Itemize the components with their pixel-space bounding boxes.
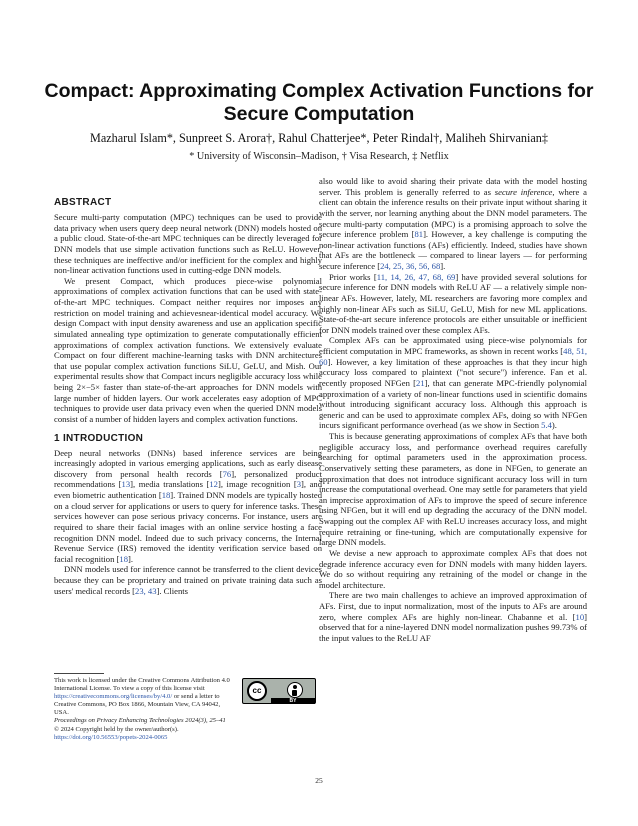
citation-link[interactable]: 24, 25, 36, 56, 68 xyxy=(380,261,441,271)
proceedings-line: Proceedings on Privacy Enhancing Technologies 2024(3), 25–41 xyxy=(54,717,226,725)
citation-link[interactable]: 23, 43 xyxy=(135,585,157,596)
license-footnote xyxy=(54,677,322,742)
by-label: BY xyxy=(271,698,315,704)
citation-link[interactable]: 10 xyxy=(575,611,585,622)
author-list: Mazharul Islam*, Sunpreet S. Arora†, Rahul Chatterjee*, Peter Rindal†, Maliheh Shirvanian‡ xyxy=(90,131,548,145)
right-column xyxy=(319,176,587,644)
copyright-line: © 2024 Copyright held by the owner/author(s). xyxy=(54,725,179,733)
citation-link[interactable]: 18 xyxy=(119,553,128,564)
abstract-paragraph-1: Secure multi-party computation (MPC) techniques can be used to provide data privacy when users query deep neural network (DNN) models hosted on a public cloud. State-of-the-art MPC techniques can be directly leveraged for DNN models that use simple activation functions such as ReLU. However, these techniques are ineffective and/or inefficient for the complex and highly non-linear activation functions used in cutting-edge DNN models. xyxy=(54,212,322,276)
license-text: This work is licensed under the Creative Commons Attribution 4.0 International License. To view a copy of this license visit https://creativecommons.org/licenses/by/4.0/ or send a letter to Creative Commons, PO Box 1866, Mountain View, CA 94042, USA. xyxy=(54,677,230,717)
citation-link[interactable]: 48, 51, 60 xyxy=(319,346,587,367)
affiliations: * University of Wisconsin–Madison, † Visa Research, ‡ Netflix xyxy=(189,151,449,162)
doi-link[interactable]: https://doi.org/10.56553/popets-2024-0065 xyxy=(54,733,168,741)
intro-paragraph-5: Complex AFs can be approximated using piece-wise polynomials for efficient computation in MPC frameworks, as shown in recent works [48, 51, 60]. However, a key limitation of these approaches is that they incur high accuracy loss compared to plaintext ("not secure") inference. Fan et al. recently proposed NFGen [21], that can generate MPC-friendly polynomial approximation of a variety of non-linear functions used in scientific domains without introducing significant accuracy loss. Although this approach is generic and can be used to approximate complex AFs, doing so with NFGen incurs significant performance overhead (as we show in Section 5.4). xyxy=(319,335,587,431)
abstract-paragraph-2: We present Compact, which produces piece-wise polynomial approximations of complex activation functions that can be used with state-of-the-art MPC techniques. Compact neither requires nor imposes any restriction on model training and achievesnear-identical model accuracy. We design Compact with input density awareness and use an application specific simulated annealing type optimization to generate computationally efficient approximations of complex activation functions. We extensively evaluate Compact on four different machine-learning tasks with DNN architectures that use popular complex activation functions SiLU, GeLU, and Mish. Our experimental results show that Compact incurs negligible accuracy loss while being 2×−5× faster than state-of-the-art approaches for DNN models with large number of hidden layers. Our work accelerates easy adoption of MPC techniques to provide user data privacy even when the queried DNN models consist of a number of hidden layers and complex activation functions. xyxy=(54,275,322,424)
attribution-person-icon xyxy=(287,682,303,698)
license-url-link[interactable]: https://creativecommons.org/licenses/by/4.0/ xyxy=(54,693,173,701)
citation-link[interactable]: 76 xyxy=(222,468,232,479)
footnote-rule xyxy=(54,673,104,674)
abstract-heading: ABSTRACT xyxy=(54,197,112,208)
page-number: 25 xyxy=(315,776,323,785)
citation-link[interactable]: 18 xyxy=(161,490,171,500)
left-column xyxy=(54,176,322,596)
citation-link[interactable]: 11, 14, 26, 47, 68, 69 xyxy=(376,271,456,282)
introduction-heading: 1 INTRODUCTION xyxy=(54,432,144,444)
intro-paragraph-7: We devise a new approach to approximate complex AFs that does not degrade inference accuracy even for DNN models with many hidden layers. We do so without requiring any retraining of the model or change in the model architecture. xyxy=(319,547,587,590)
cc-by-license-badge[interactable] xyxy=(242,678,316,704)
citation-link[interactable]: 12 xyxy=(209,479,218,490)
section-link[interactable]: 5.4 xyxy=(541,420,552,431)
citation-link[interactable]: 81 xyxy=(414,229,424,240)
intro-paragraph-4: Prior works [11, 14, 26, 47, 68, 69] have provided several solutions for secure inference for DNN models with ReLU AF — a relatively simple non-linear AFs. However, lately, ML researchers are favoring more complex and highly non-linear AFs such as SiLU, GeLU, Mish for new ML applications. State-of-the-art secure inference protocols are either unsuitable or inefficient for DNN models trained over these complex AFs. xyxy=(319,271,587,335)
creative-commons-icon: cc xyxy=(247,681,267,701)
intro-paragraph-8: There are two main challenges to achieve an improved approximation of AFs. First, due to input normalization, most of the inputs to AFs are around zero, where complex AFs are highly non-linear. Chabanne et al. [10] observed that for a nine-layered DNN model normalization pushes 99.73% of the input values to the ReLU AF xyxy=(319,590,587,643)
citation-link[interactable]: 3 xyxy=(296,479,302,490)
paper-title: Compact: Approximating Complex Activation Functions for Secure Computation xyxy=(44,80,594,125)
citation-link[interactable]: 13 xyxy=(121,479,131,490)
intro-paragraph-2: DNN models used for inference cannot be transferred to the client devices because they can be proprietary and trained on private training data such as users' medical records [23, 43]. Clients xyxy=(54,564,322,596)
intro-paragraph-6: This is because generating approximations of complex AFs that have both negligible accuracy loss, and performance overhead requires carefully searching for optimal parameters used in the approximation process. Conservatively setting these parameters, as done in NFGen, to generate an approximation that does not introduce significant accuracy loss will in turn increase the computational overhead. One may settle for parameters that yield an imprecise approximation of AFs to improve the speed of secure inference using NFGen, but it will end up degrading the accuracy of the DNN model. Swapping out the complex AF with ReLU increases accuracy loss, and might require retraining or fine-tuning, which are computationally expensive for large DNN models. xyxy=(319,431,587,548)
citation-link[interactable]: 21 xyxy=(416,377,425,388)
intro-paragraph-3: also would like to avoid sharing their private data with the model hosting server. This problem is generally referred to as secure inference, where a client can obtain the inference results on their private input without sharing it with the server, nor learning anything about the DNN model parameters. The secure multi-party computation (MPC) is a promising approach to solve the secure inference problem [81]. However, a key challenge is computing the non-linear activation functions (AFs) efficiently. Indeed, studies have shown that AFs are the bottleneck — compared to linear layers — for performing secure inference [24, 25, 36, 56, 68]. xyxy=(319,176,587,271)
intro-paragraph-1: Deep neural networks (DNNs) based inference services are being increasingly adopted in various emerging applications, such as early disease discovery from personal health records [76], personalized product recommendations [13], media translations [12], image recognition [3], and even biometric authentication [18]. Trained DNN models are typically hosted on a cloud server for applications or users to query for inference tasks. These services however can pose serious privacy concerns. For instance, users are required to share their facial images with an online service hosting a face recognition DNN model. Indeed due to such privacy concerns, the Internal Revenue Service (IRS) removed the identity verification service based on facial recognition [18]. xyxy=(54,447,323,564)
